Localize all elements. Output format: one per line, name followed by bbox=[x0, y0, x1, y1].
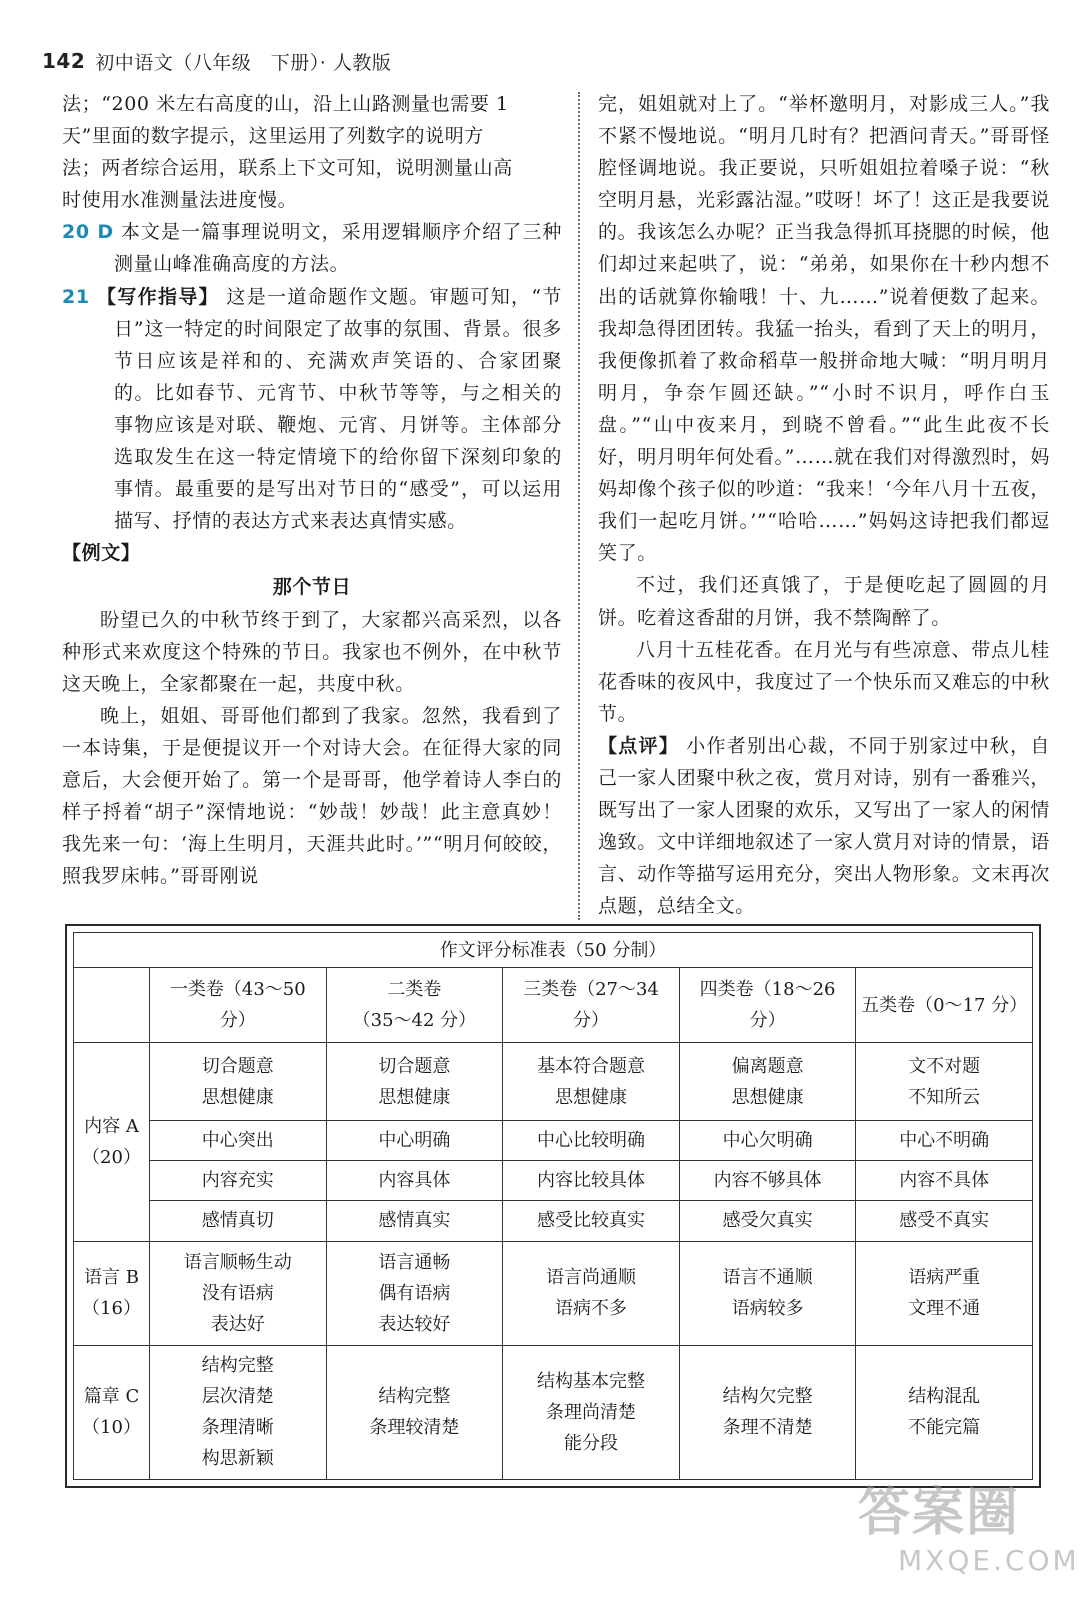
table-cell: 内容具体 bbox=[326, 1161, 503, 1201]
page-number: 142 bbox=[42, 49, 86, 73]
table-cell: 偏离题意 思想健康 bbox=[679, 1043, 856, 1121]
table-cell: 语言尚通顺 语病不多 bbox=[503, 1241, 680, 1345]
table-cell: 语言顺畅生动 没有语病 表达好 bbox=[150, 1241, 327, 1345]
table-header-row bbox=[74, 968, 1033, 1043]
scoring-table bbox=[73, 932, 1033, 1480]
example-tag-line bbox=[62, 537, 562, 569]
essay-paragraph: 八月十五桂花香。在月光与有些凉意、带点儿桂花香味的夜风中，我度过了一个快乐而又难忘的中秋节。 bbox=[598, 638, 1050, 725]
essay-paragraph: 不过，我们还真饿了，于是便吃起了圆圆的月饼。吃着这香甜的月饼，我不禁陶醉了。 bbox=[598, 574, 1050, 629]
table-title: 作文评分标准表（50 分制） bbox=[74, 933, 1033, 968]
scoring-table-frame bbox=[65, 924, 1041, 1488]
table-cell: 感受欠真实 bbox=[679, 1201, 856, 1241]
essay-title: 那个节日 bbox=[272, 576, 352, 599]
text-line: 法；两者综合运用，联系上下文可知，说明测量山高 bbox=[62, 157, 513, 180]
grade-header: 五类卷（0～17 分） bbox=[856, 968, 1033, 1043]
table-cell: 中心比较明确 bbox=[503, 1121, 680, 1161]
question-number: 20 D bbox=[62, 221, 114, 244]
example-tag: 【例文】 bbox=[62, 542, 141, 565]
table-cell: 结构混乱 不能完篇 bbox=[856, 1345, 1033, 1479]
table-cell: 结构欠完整 条理不清楚 bbox=[679, 1345, 856, 1479]
table-cell: 中心不明确 bbox=[856, 1121, 1033, 1161]
table-cell: 中心突出 bbox=[150, 1121, 327, 1161]
text-line: 法；“200 米左右高度的山，沿上山路测量也需要 1 bbox=[62, 93, 509, 115]
answer-text: 本文是一篇事理说明文，采用逻辑顺序介绍了三种测量山峰准确高度的方法。 bbox=[114, 221, 563, 276]
table-cell: 切合题意 思想健康 bbox=[326, 1043, 503, 1121]
writing-guide-tag: 【写作指导】 bbox=[97, 285, 220, 308]
table-cell: 感受比较真实 bbox=[503, 1201, 680, 1241]
comment bbox=[598, 730, 1050, 923]
table-cell: 内容不具体 bbox=[856, 1161, 1033, 1201]
table-cell: 基本符合题意 思想健康 bbox=[503, 1043, 680, 1121]
table-cell: 中心明确 bbox=[326, 1121, 503, 1161]
table-cell: 切合题意 思想健康 bbox=[150, 1043, 327, 1121]
table-cell: 感受不真实 bbox=[856, 1201, 1033, 1241]
empty-corner-cell bbox=[74, 968, 150, 1043]
text-line: 天”里面的数字提示，这里运用了列数字的说明方 bbox=[62, 125, 484, 148]
category-label: 语言 B （16） bbox=[74, 1241, 150, 1345]
category-label: 篇章 C （10） bbox=[74, 1345, 150, 1479]
table-cell: 感情真切 bbox=[150, 1201, 327, 1241]
table-cell: 语病严重 文理不通 bbox=[856, 1241, 1033, 1345]
essay-paragraph: 盼望已久的中秋节终于到了，大家都兴高采烈，以各种形式来欢度这个特殊的节日。我家也不例外，在中秋节这天晚上，全家都聚在一起，共度中秋。 bbox=[62, 608, 562, 695]
table-cell: 内容比较具体 bbox=[503, 1161, 680, 1201]
grade-header: 三类卷（27～34 分） bbox=[503, 968, 680, 1043]
table-row bbox=[74, 1345, 1033, 1479]
category-label: 内容 A （20） bbox=[74, 1043, 150, 1241]
table-row bbox=[74, 1161, 1033, 1201]
answer-21 bbox=[52, 281, 562, 538]
book-title: 初中语文（八年级 下册）· 人教版 bbox=[95, 51, 392, 74]
watermark-text: 答案圈 bbox=[858, 1483, 1021, 1543]
grade-header: 一类卷（43～50 分） bbox=[150, 968, 327, 1043]
table-cell: 结构完整 条理较清楚 bbox=[326, 1345, 503, 1479]
table-row bbox=[74, 1201, 1033, 1241]
table-cell: 结构基本完整 条理尚清楚 能分段 bbox=[503, 1345, 680, 1479]
grade-header: 四类卷（18～26 分） bbox=[679, 968, 856, 1043]
table-cell: 语言不通顺 语病较多 bbox=[679, 1241, 856, 1345]
left-column bbox=[62, 88, 562, 892]
watermark-logo bbox=[858, 1482, 1080, 1594]
table-cell: 中心欠明确 bbox=[679, 1121, 856, 1161]
essay-paragraph: 晚上，姐姐、哥哥他们都到了我家。忽然，我看到了一本诗集，于是便提议开一个对诗大会。在征得大家的同意后，大会便开始了。第一个是哥哥，他学着诗人李白的样子捋着“胡子”深情地说：“妙哉！妙哉！此主意真妙！我先来一句：‘海上生明月，天涯共此时。’”“明月何皎皎，照我罗床帏。”哥哥刚说 bbox=[62, 704, 562, 888]
writing-guide-text: 这是一道命题作文题。审题可知，“节日”这一特定的时间限定了故事的氛围、背景。很多节日应该是祥和的、充满欢声笑语的、合家团聚的。比如春节、元宵节、中秋节等等，与之相关的事物应该是对联、鞭炮、元宵、月饼等。主体部分选取发生在这一特定情境下的给你留下深刻印象的事情。最重要的是写出对节日的“感受”，可以运用描写、抒情的表达方式来表达真情实感。 bbox=[114, 285, 563, 533]
essay-paragraph: 完，姐姐就对上了。“举杯邀明月，对影成三人。”我不紧不慢地说。“明月几时有？把酒问青天。”哥哥怪腔怪调地说。我正要说，只听姐姐拉着嗓子说：“秋空明月悬，光彩露沾湿。”哎呀！坏了！这正是我要说的。我该怎么办呢？正当我急得抓耳挠腮的时候，他们却过来起哄了，说：“弟弟，如果你在十秒内想不出的话就算你输哦！十、九……”说着便数了起来。我却急得团团转。我猛一抬头，看到了天上的明月，我便像抓着了救命稻草一般拼命地大喊：“明月明月明月，争奈乍圆还缺。”“小时不识月，呼作白玉盘。”“山中夜来月，到晓不曾看。”“此生此夜不长好，明月明年何处看。”……就在我们对得激烈时，妈妈却像个孩子似的吵道：“我来！‘今年八月十五夜，我们一起吃月饼。’”“哈哈……”妈妈这诗把我们都逗笑了。 bbox=[598, 93, 1050, 565]
table-cell: 内容不够具体 bbox=[679, 1161, 856, 1201]
table-cell: 感情真实 bbox=[326, 1201, 503, 1241]
table-row bbox=[74, 1241, 1033, 1345]
answer-20 bbox=[52, 216, 562, 280]
table-cell: 语言通畅 偶有语病 表达较好 bbox=[326, 1241, 503, 1345]
page-header bbox=[42, 44, 391, 78]
table-cell: 结构完整 层次清楚 条理清晰 构思新颖 bbox=[150, 1345, 327, 1479]
answer-19-continued bbox=[62, 88, 562, 216]
comment-tag: 【点评】 bbox=[598, 734, 679, 757]
question-number: 21 bbox=[62, 285, 90, 308]
table-cell: 内容充实 bbox=[150, 1161, 327, 1201]
table-row bbox=[74, 1043, 1033, 1121]
table-cell: 文不对题 不知所云 bbox=[856, 1043, 1033, 1121]
comment-text: 小作者别出心裁，不同于别家过中秋，自己一家人团聚中秋之夜，赏月对诗，别有一番雅兴，既写出了一家人团聚的欢乐，又写出了一家人的闲情逸致。文中详细地叙述了一家人赏月对诗的情景，语言、动作等描写运用充分，突出人物形象。文末再次点题，总结全文。 bbox=[598, 734, 1051, 918]
watermark-url: MXQE.COM bbox=[898, 1544, 1080, 1577]
table-row bbox=[74, 1121, 1033, 1161]
grade-header: 二类卷 （35～42 分） bbox=[326, 968, 503, 1043]
text-line: 时使用水准测量法进度慢。 bbox=[62, 189, 298, 212]
column-divider bbox=[578, 92, 580, 920]
right-column bbox=[598, 88, 1050, 922]
